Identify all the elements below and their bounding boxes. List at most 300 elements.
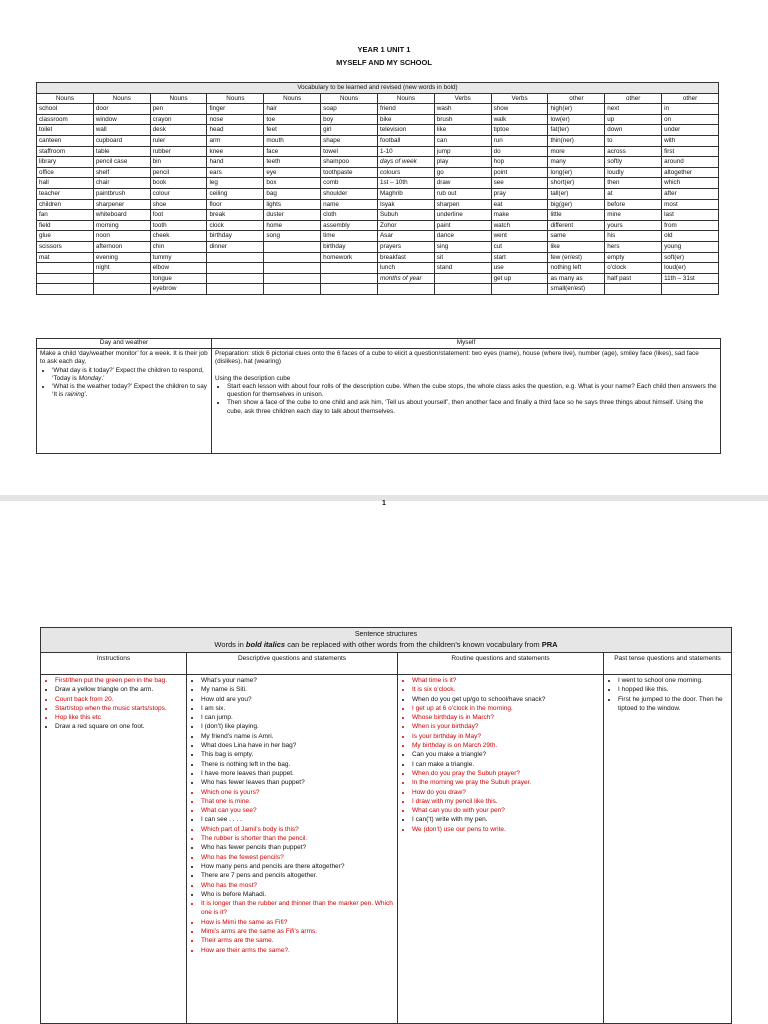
vocab-cell: under <box>662 125 719 136</box>
sentence-item: • Who has the fewest pencils? <box>201 853 397 862</box>
vocab-column-header: Nouns <box>264 93 321 104</box>
vocab-cell: young <box>662 241 719 252</box>
vocab-cell: song <box>264 231 321 242</box>
vocab-cell: before <box>605 199 662 210</box>
sentence-item: • When do you get up/go to school/have snack? <box>412 695 603 704</box>
vocab-cell: on <box>662 114 719 125</box>
vocab-cell <box>264 241 321 252</box>
sentence-item: • Who has fewer pencils than puppet? <box>201 843 397 852</box>
vocab-cell: canteen <box>37 135 94 146</box>
vocab-cell: soft(er) <box>662 252 719 263</box>
vocab-cell: at <box>605 188 662 199</box>
sentence-item: • Who has fewer leaves than puppet? <box>201 778 397 787</box>
vocab-cell: loud(er) <box>662 263 719 274</box>
sentence-item: • Whose birthday is in March? <box>412 713 603 722</box>
vocab-cell <box>207 284 264 295</box>
vocab-cell: ears <box>207 167 264 178</box>
vocab-cell: assembly <box>321 220 378 231</box>
sentence-item: • Who is before Mahadi. <box>201 890 397 899</box>
vocab-column-header: Nouns <box>377 93 434 104</box>
vocab-cell: old <box>662 231 719 242</box>
vocab-cell: pencil <box>150 167 207 178</box>
vocab-cell: homework <box>321 252 378 263</box>
vocab-cell: loudly <box>605 167 662 178</box>
vocab-cell: breakfast <box>377 252 434 263</box>
vocab-cell: cupboard <box>93 135 150 146</box>
day-weather-cell <box>37 339 212 453</box>
sentence-item: • It is longer than the rubber and thinner than the marker pen. Which one is it? <box>201 899 397 918</box>
vocab-cell: Isyak <box>377 199 434 210</box>
sentence-structures-title: Sentence structures <box>354 631 418 638</box>
vocab-cell: hop <box>491 157 548 168</box>
vocab-cell: dance <box>434 231 491 242</box>
vocab-cell: comb <box>321 178 378 189</box>
column-header: Instructions <box>41 653 186 675</box>
vocab-cell: shampoo <box>321 157 378 168</box>
vocab-cell: shape <box>321 135 378 146</box>
page-number: 1 <box>382 500 386 507</box>
vocab-row <box>37 178 719 189</box>
vocab-cell: foot <box>150 210 207 221</box>
column-header: Past tense questions and statements <box>604 653 731 675</box>
vocab-cell: walk <box>491 114 548 125</box>
vocab-cell: Asar <box>377 231 434 242</box>
vocab-cell: see <box>491 178 548 189</box>
vocab-row <box>37 135 719 146</box>
vocab-cell: rub out <box>434 188 491 199</box>
vocab-row <box>37 104 719 115</box>
vocab-cell <box>605 284 662 295</box>
vocab-cell: use <box>491 263 548 274</box>
vocab-cell: teeth <box>264 157 321 168</box>
vocab-row <box>37 241 719 252</box>
vocab-row <box>37 284 719 295</box>
vocab-cell: ruler <box>150 135 207 146</box>
vocab-row <box>37 231 719 242</box>
vocab-cell: go <box>434 167 491 178</box>
vocab-cell <box>264 252 321 263</box>
vocab-cell: like <box>434 125 491 136</box>
vocab-cell: toilet <box>37 125 94 136</box>
vocab-cell: down <box>605 125 662 136</box>
vocab-cell: play <box>434 157 491 168</box>
vocab-cell: 11th – 31st <box>662 273 719 284</box>
vocab-cell: after <box>662 188 719 199</box>
vocab-cell: show <box>491 104 548 115</box>
routine-column <box>398 653 604 1023</box>
vocab-cell: same <box>548 231 605 242</box>
instructions-column <box>41 653 187 1023</box>
myself-heading: Myself <box>212 339 720 349</box>
sentence-item: • Hop like this etc <box>55 713 186 722</box>
vocab-cell: altogether <box>662 167 719 178</box>
vocab-cell <box>491 284 548 295</box>
vocab-cell: book <box>150 178 207 189</box>
vocab-cell <box>434 284 491 295</box>
vocab-cell: in <box>662 104 719 115</box>
vocab-cell: classroom <box>37 114 94 125</box>
vocab-cell: nose <box>207 114 264 125</box>
vocab-cell: eye <box>264 167 321 178</box>
vocab-cell: mouth <box>264 135 321 146</box>
vocab-cell: first <box>662 146 719 157</box>
sentence-item: • Can you make a triangle? <box>412 750 603 759</box>
sentence-item: • Draw a red square on one foot. <box>55 722 186 731</box>
vocab-cell: clock <box>207 220 264 231</box>
vocab-cell <box>264 273 321 284</box>
sentence-item: • How do you draw? <box>412 788 603 797</box>
sentence-item: • What’s your name? <box>201 676 397 685</box>
vocab-cell: 1st – 10th <box>377 178 434 189</box>
vocab-cell: half past <box>605 273 662 284</box>
vocab-cell: library <box>37 157 94 168</box>
sentence-item: • I (don’t) like playing. <box>201 722 397 731</box>
vocab-cell: can <box>434 135 491 146</box>
vocab-cell: whiteboard <box>93 210 150 221</box>
vocab-cell: yours <box>605 220 662 231</box>
sentence-item: • I am six. <box>201 704 397 713</box>
sentence-item: • How are their arms the same?. <box>201 946 397 955</box>
vocab-cell: point <box>491 167 548 178</box>
vocab-cell: run <box>491 135 548 146</box>
vocab-cell: across <box>605 146 662 157</box>
vocab-row <box>37 167 719 178</box>
sentence-item: • Which part of Jamil’s body is this? <box>201 825 397 834</box>
vocab-cell: o'clock <box>605 263 662 274</box>
vocab-cell: floor <box>207 199 264 210</box>
sentence-item: • First/then put the green pen in the bag. <box>55 676 186 685</box>
column-header: Routine questions and statements <box>398 653 603 675</box>
vocab-cell <box>207 273 264 284</box>
vocab-cell: tummy <box>150 252 207 263</box>
vocab-column-header: Verbs <box>434 93 491 104</box>
vocab-cell: from <box>662 220 719 231</box>
vocab-row <box>37 188 719 199</box>
vocab-cell: many <box>548 157 605 168</box>
vocab-cell: friend <box>377 104 434 115</box>
vocab-cell: draw <box>434 178 491 189</box>
vocab-column-header: Nouns <box>150 93 207 104</box>
vocab-cell: wash <box>434 104 491 115</box>
vocab-cell: mat <box>37 252 94 263</box>
vocab-cell: last <box>662 210 719 221</box>
vocab-cell: brush <box>434 114 491 125</box>
vocab-cell: wall <box>93 125 150 136</box>
vocab-cell: high(er) <box>548 104 605 115</box>
vocab-cell: nothing left <box>548 263 605 274</box>
vocab-cell: sharpener <box>93 199 150 210</box>
vocab-cell: colour <box>150 188 207 199</box>
vocabulary-table <box>36 82 719 295</box>
vocab-row <box>37 157 719 168</box>
vocab-cell: noon <box>93 231 150 242</box>
vocab-cell: name <box>321 199 378 210</box>
sentence-item: • Is your birthday in May? <box>412 732 603 741</box>
vocab-cell: feet <box>264 125 321 136</box>
vocab-cell: birthday <box>207 231 264 242</box>
vocab-cell: elbow <box>150 263 207 274</box>
sentence-item: • The rubber is shorter than the pencil. <box>201 834 397 843</box>
sentence-item: • What does Lina have in her bag? <box>201 741 397 750</box>
vocab-column-header: Nouns <box>321 93 378 104</box>
vocab-cell: arm <box>207 135 264 146</box>
vocab-cell: head <box>207 125 264 136</box>
vocab-cell: cloth <box>321 210 378 221</box>
sentence-item: • Mimi’s arms are the same as Fifi’s arms. <box>201 927 397 936</box>
vocab-column-header: other <box>605 93 662 104</box>
vocab-cell: window <box>93 114 150 125</box>
page-2 <box>0 500 768 1024</box>
vocab-cell: pencil case <box>93 157 150 168</box>
vocab-cell: tiptoe <box>491 125 548 136</box>
vocab-cell: paint <box>434 220 491 231</box>
unit-subtitle: MYSELF AND MY SCHOOL <box>336 58 432 67</box>
vocab-cell: sing <box>434 241 491 252</box>
sentence-item: • In the morning we pray the Subuh prayer. <box>412 778 603 787</box>
vocab-cell: tooth <box>150 220 207 231</box>
past-tense-column <box>604 653 731 1023</box>
vocab-cell: office <box>37 167 94 178</box>
vocab-cell: next <box>605 104 662 115</box>
vocab-cell: pen <box>150 104 207 115</box>
vocab-cell: Maghrib <box>377 188 434 199</box>
vocab-cell: chair <box>93 178 150 189</box>
vocab-cell: around <box>662 157 719 168</box>
sentence-item: • What can you do with your pen? <box>412 806 603 815</box>
activities-table <box>36 338 721 454</box>
vocab-cell: dinner <box>207 241 264 252</box>
vocab-cell <box>37 273 94 284</box>
vocab-cell: cut <box>491 241 548 252</box>
vocab-cell: bag <box>264 188 321 199</box>
vocab-column-header: Nouns <box>37 93 94 104</box>
sentence-item: • This bag is empty. <box>201 750 397 759</box>
vocab-cell: staffroom <box>37 146 94 157</box>
sentence-item: • My friend’s name is Amri. <box>201 732 397 741</box>
vocab-cell: big(ger) <box>548 199 605 210</box>
vocab-cell: hand <box>207 157 264 168</box>
vocab-cell: door <box>93 104 150 115</box>
vocab-cell: eat <box>491 199 548 210</box>
vocab-cell: tongue <box>150 273 207 284</box>
vocab-cell: eyebrow <box>150 284 207 295</box>
vocab-cell <box>207 252 264 263</box>
vocab-column-header: Nouns <box>93 93 150 104</box>
vocab-cell: soap <box>321 104 378 115</box>
vocab-cell: mine <box>605 210 662 221</box>
vocab-cell: Zohor <box>377 220 434 231</box>
vocab-cell: knee <box>207 146 264 157</box>
vocab-row <box>37 263 719 274</box>
vocab-cell: shoulder <box>321 188 378 199</box>
sentence-item: • How many pens and pencils are there altogether? <box>201 862 397 871</box>
myself-preparation: Preparation: stick 6 pictorial clues onto the 6 faces of a cube to elicit a question/statement: two eyes (name), house (where live), number (age), smiley face (likes), sad face (dislikes), hat (wearing) <box>215 350 699 366</box>
vocab-cell <box>377 284 434 295</box>
vocab-column-header: other <box>548 93 605 104</box>
vocab-cell: days of week <box>377 157 434 168</box>
vocab-column-header: other <box>662 93 719 104</box>
vocab-cell: make <box>491 210 548 221</box>
vocab-cell: duster <box>264 210 321 221</box>
sentence-item: • First he jumped to the door. Then he tiptoed to the window. <box>618 695 731 714</box>
vocab-cell: scissors <box>37 241 94 252</box>
vocab-cell: fat(ter) <box>548 125 605 136</box>
vocab-cell: television <box>377 125 434 136</box>
sentence-item: • I have more leaves than puppet. <box>201 769 397 778</box>
sentence-item: • I can jump. <box>201 713 397 722</box>
vocab-cell: sharpen <box>434 199 491 210</box>
vocab-cell: small(er/est) <box>548 284 605 295</box>
vocab-cell: went <box>491 231 548 242</box>
vocab-cell: rubber <box>150 146 207 157</box>
vocab-cell: to <box>605 135 662 146</box>
sentence-structures-subtitle: Words in bold italics can be replaced with other words from the children’s known vocabulary from PRA <box>214 640 558 649</box>
vocab-cell: softly <box>605 157 662 168</box>
vocab-cell: towel <box>321 146 378 157</box>
vocab-cell <box>37 263 94 274</box>
vocab-cell: toe <box>264 114 321 125</box>
vocab-cell: desk <box>150 125 207 136</box>
vocab-cell: most <box>662 199 719 210</box>
vocab-cell: paintbrush <box>93 188 150 199</box>
vocab-cell: face <box>264 146 321 157</box>
vocab-row <box>37 114 719 125</box>
vocab-row <box>37 146 719 157</box>
vocab-cell: like <box>548 241 605 252</box>
sentence-item: • Their arms are the same. <box>201 936 397 945</box>
vocab-cell: prayers <box>377 241 434 252</box>
vocab-cell: night <box>93 263 150 274</box>
vocab-cell: glue <box>37 231 94 242</box>
vocab-cell: jump <box>434 146 491 157</box>
vocab-cell <box>662 284 719 295</box>
vocab-cell: more <box>548 146 605 157</box>
sentence-item: • Draw a yellow triangle on the arm. <box>55 685 186 694</box>
sentence-item: • I get up at 6 o’clock in the morning. <box>412 704 603 713</box>
sentence-item: • It is six o’clock. <box>412 685 603 694</box>
vocab-cell: girl <box>321 125 378 136</box>
vocab-cell: afternoon <box>93 241 150 252</box>
vocab-cell: few (er/est) <box>548 252 605 263</box>
myself-cell <box>212 339 720 453</box>
sentence-item: • I can(’t) write with my pen. <box>412 815 603 824</box>
sentence-structures-header <box>41 628 731 653</box>
vocab-cell: his <box>605 231 662 242</box>
vocab-cell <box>321 284 378 295</box>
sentence-item: • There are 7 pens and pencils altogether. <box>201 871 397 880</box>
vocab-cell: finger <box>207 104 264 115</box>
vocab-cell <box>93 284 150 295</box>
vocab-cell: shelf <box>93 167 150 178</box>
sentence-item: • I draw with my pencil like this. <box>412 797 603 806</box>
vocab-cell: hall <box>37 178 94 189</box>
vocab-cell <box>264 263 321 274</box>
vocab-cell: toothpaste <box>321 167 378 178</box>
vocab-cell: little <box>548 210 605 221</box>
vocab-cell <box>264 284 321 295</box>
vocab-cell <box>321 263 378 274</box>
vocab-cell <box>37 284 94 295</box>
vocab-row <box>37 210 719 221</box>
sentence-item: • When do you pray the Subuh prayer? <box>412 769 603 778</box>
vocab-cell: table <box>93 146 150 157</box>
vocabulary-caption: Vocabulary to be learned and revised (new words in bold) <box>37 83 719 94</box>
vocab-cell: with <box>662 135 719 146</box>
vocab-cell: watch <box>491 220 548 231</box>
vocab-cell: get up <box>491 273 548 284</box>
vocab-cell: which <box>662 178 719 189</box>
vocab-cell <box>93 273 150 284</box>
vocab-cell: field <box>37 220 94 231</box>
vocab-cell: ceiling <box>207 188 264 199</box>
vocab-cell: lunch <box>377 263 434 274</box>
unit-title: YEAR 1 UNIT 1 <box>357 45 411 54</box>
vocab-cell: 1-10 <box>377 146 434 157</box>
sentence-item: • My name is Siti. <box>201 685 397 694</box>
vocab-cell: different <box>548 220 605 231</box>
vocab-column-header: Nouns <box>207 93 264 104</box>
vocab-cell: colours <box>377 167 434 178</box>
vocab-cell: fan <box>37 210 94 221</box>
vocab-cell: cheek <box>150 231 207 242</box>
vocab-cell: box <box>264 178 321 189</box>
vocab-cell: birthday <box>321 241 378 252</box>
vocab-cell: empty <box>605 252 662 263</box>
vocab-cell: Subuh <box>377 210 434 221</box>
sentence-structures-table <box>40 627 732 1024</box>
vocab-cell: morning <box>93 220 150 231</box>
sentence-item: • Who has the most? <box>201 881 397 890</box>
vocab-cell: stand <box>434 263 491 274</box>
vocab-cell: boy <box>321 114 378 125</box>
vocab-cell: up <box>605 114 662 125</box>
sentence-item: • I went to school one morning. <box>618 676 731 685</box>
sentence-item: • There is nothing left in the bag. <box>201 760 397 769</box>
sentence-item: • That one is mine. <box>201 797 397 806</box>
vocab-cell: as many as <box>548 273 605 284</box>
sentence-item: • Which one is yours? <box>201 788 397 797</box>
sentence-item: • My birthday is on March 29th. <box>412 741 603 750</box>
sentence-item: • How is Mimi the same as Fifi? <box>201 918 397 927</box>
vocab-cell: children <box>37 199 94 210</box>
sentence-item: • I can see . . . . <box>201 815 397 824</box>
vocab-cell: leg <box>207 178 264 189</box>
sentence-item: • Count back from 20. <box>55 695 186 704</box>
sentence-item: • When is your birthday? <box>412 722 603 731</box>
vocab-row <box>37 273 719 284</box>
vocab-row <box>37 220 719 231</box>
vocab-cell: bin <box>150 157 207 168</box>
sentence-item: • Start/stop when the music starts/stops. <box>55 704 186 713</box>
vocab-cell: break <box>207 210 264 221</box>
vocab-row <box>37 125 719 136</box>
vocab-cell <box>321 273 378 284</box>
myself-bullet-2: • Then show a face of the cube to one child and ask him, ‘Tell us about yourself’, then another face and finally a third face so he says three things about himself. Using the cube, ask three children each day to talk about themselves. <box>227 399 717 416</box>
vocab-cell: crayon <box>150 114 207 125</box>
vocab-cell <box>207 263 264 274</box>
vocab-cell: hair <box>264 104 321 115</box>
vocab-cell: football <box>377 135 434 146</box>
vocab-cell: school <box>37 104 94 115</box>
day-weather-bullet-1: • ‘What day is it today?’ Expect the children to respond, ‘Today is Monday.’ <box>52 367 208 384</box>
sentence-item: • What time is it? <box>412 676 603 685</box>
vocab-cell: short(er) <box>548 178 605 189</box>
vocab-cell: hers <box>605 241 662 252</box>
vocab-cell: home <box>264 220 321 231</box>
vocab-cell: bike <box>377 114 434 125</box>
vocab-cell: underline <box>434 210 491 221</box>
day-weather-heading: Day and weather <box>37 339 211 349</box>
